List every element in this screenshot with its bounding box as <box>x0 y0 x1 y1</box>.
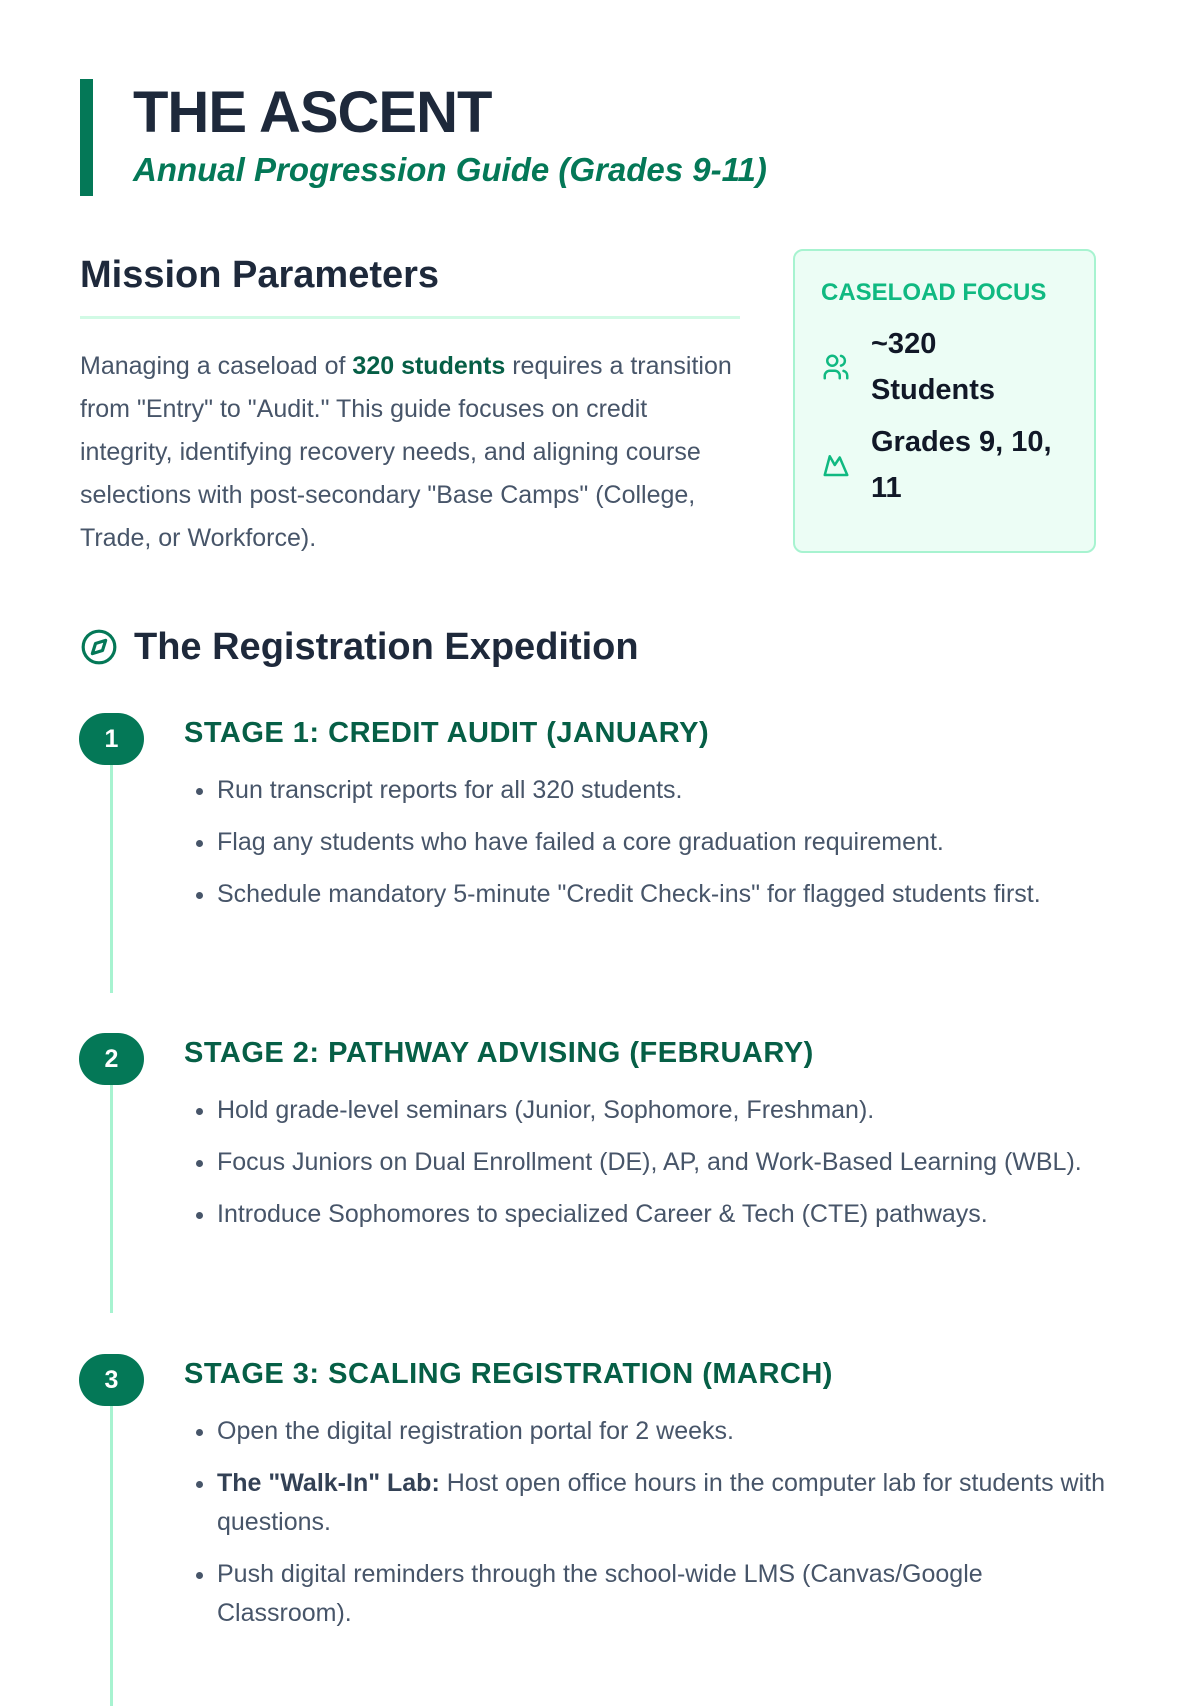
list-item-text: Host open office hours in the computer lab for students with questions. <box>217 1469 1105 1536</box>
list-item-label: The "Walk-In" Lab: <box>217 1469 440 1497</box>
stage-number-badge: 1 <box>79 713 144 765</box>
page-title: THE ASCENT <box>133 80 492 145</box>
compass-icon <box>80 628 118 666</box>
stage-number-badge: 2 <box>79 1033 144 1085</box>
list-item: • Push digital reminders through the school-wide LMS (Canvas/Google Classroom). <box>217 1555 1107 1633</box>
stage-title: STAGE 2: PATHWAY ADVISING (FEBRUARY) <box>184 1037 814 1069</box>
stage-title: STAGE 3: SCALING REGISTRATION (MARCH) <box>184 1358 833 1390</box>
list-item: • Run transcript reports for all 320 students. <box>217 771 1107 810</box>
mission-text-highlight: 320 students <box>352 352 506 380</box>
students-count: ~320 Students <box>871 328 996 406</box>
list-item: • Focus Juniors on Dual Enrollment (DE), AP, and Work-Based Learning (WBL). <box>217 1143 1107 1182</box>
page-subtitle: Annual Progression Guide (Grades 9-11) <box>133 151 767 188</box>
registration-section-header <box>80 622 639 672</box>
users-icon <box>821 352 851 382</box>
stage-task-list <box>184 1091 1107 1247</box>
mission-heading: Mission Parameters <box>80 250 740 319</box>
stage-task-list <box>184 1412 1107 1646</box>
list-item: • Introduce Sophomores to specialized Career & Tech (CTE) pathways. <box>217 1195 1107 1234</box>
mission-section <box>80 250 740 560</box>
mission-text-part: Managing a caseload of <box>80 352 353 380</box>
grades-served: Grades 9, 10, 11 <box>871 426 1052 504</box>
caseload-card <box>793 249 1096 553</box>
list-item: • Schedule mandatory 5-minute "Credit Check-ins" for flagged students first. <box>217 875 1107 914</box>
mission-text <box>80 345 740 560</box>
timeline-line <box>110 1085 113 1313</box>
list-item: • Hold grade-level seminars (Junior, Sophomore, Freshman). <box>217 1091 1107 1130</box>
stage-number-badge: 3 <box>79 1354 144 1406</box>
list-item: • Flag any students who have failed a core graduation requirement. <box>217 823 1107 862</box>
mountain-icon <box>821 450 851 480</box>
caseload-label: CASELOAD FOCUS <box>821 279 1047 306</box>
mission-text-part: requires a transition from "Entry" to "Audit." This guide focuses on credit integrity, identifying recovery needs, and aligning course selections with post-secondary "Base Camps" (College, Trade, or Workforce). <box>80 352 732 552</box>
stage-title: STAGE 1: CREDIT AUDIT (JANUARY) <box>184 717 710 749</box>
timeline-line <box>110 1406 113 1706</box>
list-item <box>217 1464 1107 1542</box>
registration-heading: The Registration Expedition <box>134 626 639 668</box>
page-header <box>80 79 767 196</box>
timeline-line <box>110 765 113 993</box>
list-item: • Open the digital registration portal for 2 weeks. <box>217 1412 1107 1451</box>
stage-task-list <box>184 771 1107 927</box>
